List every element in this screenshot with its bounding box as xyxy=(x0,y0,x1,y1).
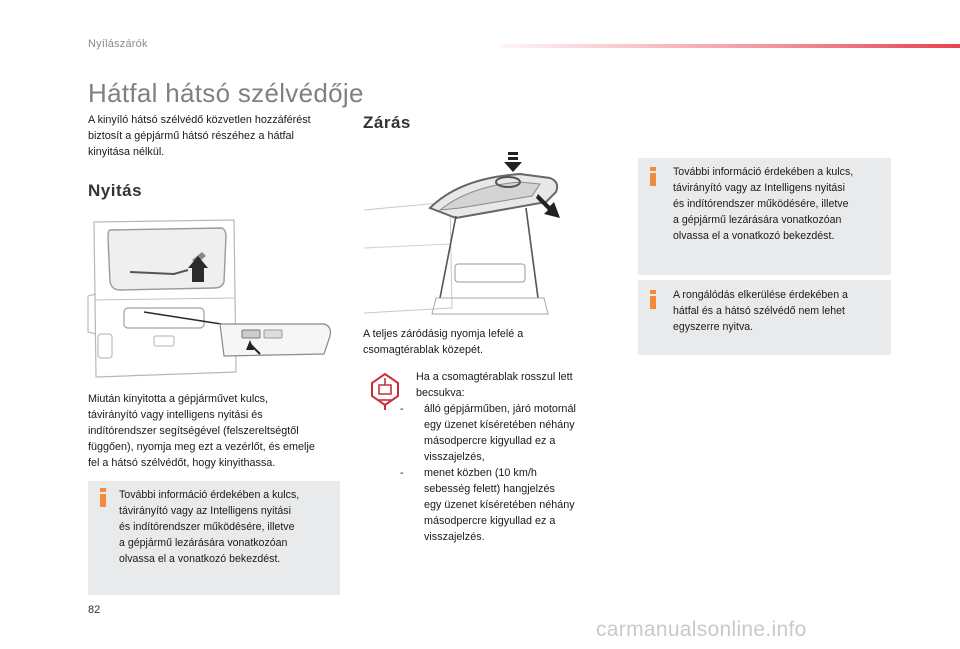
opening-text xyxy=(88,391,348,471)
info-line: és indítórendszer működésére, illetve xyxy=(119,521,295,533)
intro-line: A kinyíló hátsó szélvédő közvetlen hozzáférést xyxy=(88,114,311,126)
intro-text xyxy=(88,112,348,160)
info-line: További információ érdekében a kulcs, xyxy=(673,166,854,178)
info-line: és indítórendszer működésére, illetve xyxy=(673,198,849,210)
warning-line: álló gépjárműben, járó motornál xyxy=(424,403,576,415)
opening-info-box xyxy=(88,481,340,595)
warning-line: becsukva: xyxy=(416,387,465,399)
info-line: a gépjármű lezárására vonatkozóan xyxy=(673,214,842,226)
closing-warning xyxy=(400,369,616,545)
warning-line: egy üzenet kíséretében néhány xyxy=(424,499,575,511)
info-line: a gépjármű lezárására vonatkozóan xyxy=(119,537,288,549)
opening-line: távirányító vagy intelligens nyitási és xyxy=(88,409,263,421)
closing-line: A teljes záródásig nyomja lefelé a xyxy=(363,328,524,340)
warning-line: menet közben (10 km/h xyxy=(424,467,537,479)
warning-light-icon xyxy=(369,372,401,412)
opening-line: függően), nyomja meg ezt a vezérlőt, és emelje xyxy=(88,441,315,453)
watermark[interactable]: carmanualsonline.info xyxy=(596,618,807,641)
section-label: Nyílászárók xyxy=(88,38,148,50)
intro-line: kinyitása nélkül. xyxy=(88,146,165,158)
warning-item xyxy=(400,465,616,545)
warning-line: másodpercre kigyullad ez a xyxy=(424,435,556,447)
opening-illustration xyxy=(84,212,344,382)
header-accent-bar xyxy=(500,44,960,48)
info-line: egyszerre nyitva. xyxy=(673,321,754,333)
right-info-text-1 xyxy=(673,164,885,244)
right-info-text-2 xyxy=(673,287,885,335)
warning-line: Ha a csomagtérablak rosszul lett xyxy=(416,371,573,383)
opening-line: indítórendszer segítségével (felszereltségtől xyxy=(88,425,299,437)
closing-line: csomagtérablak közepét. xyxy=(363,344,484,356)
info-line: olvassa el a vonatkozó bekezdést. xyxy=(119,553,281,565)
warning-line: sebesség felett) hangjelzés xyxy=(424,483,555,495)
opening-line: Miután kinyitotta a gépjárművet kulcs, xyxy=(88,393,269,405)
info-line: távirányító vagy az Intelligens nyitási xyxy=(119,505,291,517)
warning-line: visszajelzés. xyxy=(424,531,485,543)
info-line: távirányító vagy az Intelligens nyitási xyxy=(673,182,845,194)
closing-heading: Zárás xyxy=(363,113,411,132)
intro-line: biztosít a gépjármű hátsó részéhez a hátfal xyxy=(88,130,294,142)
warning-line: egy üzenet kíséretében néhány xyxy=(424,419,575,431)
info-line: hátfal és a hátsó szélvédő nem lehet xyxy=(673,305,845,317)
closing-illustration xyxy=(360,148,622,318)
warning-line: visszajelzés, xyxy=(424,451,485,463)
info-line: olvassa el a vonatkozó bekezdést. xyxy=(673,230,835,242)
warning-item xyxy=(400,401,616,465)
bullet-dash: - xyxy=(400,403,404,415)
page-number: 82 xyxy=(88,604,101,616)
right-info-box-2 xyxy=(638,280,891,355)
bullet-dash: - xyxy=(400,467,404,479)
page-title: Hátfal hátsó szélvédője xyxy=(88,78,364,108)
opening-line: fel a hátsó szélvédőt, hogy kinyithassa. xyxy=(88,457,276,469)
info-line: A rongálódás elkerülése érdekében a xyxy=(673,289,848,301)
warning-line: másodpercre kigyullad ez a xyxy=(424,515,556,527)
closing-text xyxy=(363,326,613,358)
right-info-box-1 xyxy=(638,158,891,275)
info-line: További információ érdekében a kulcs, xyxy=(119,489,300,501)
opening-heading: Nyitás xyxy=(88,181,143,200)
opening-info-text xyxy=(119,487,334,567)
